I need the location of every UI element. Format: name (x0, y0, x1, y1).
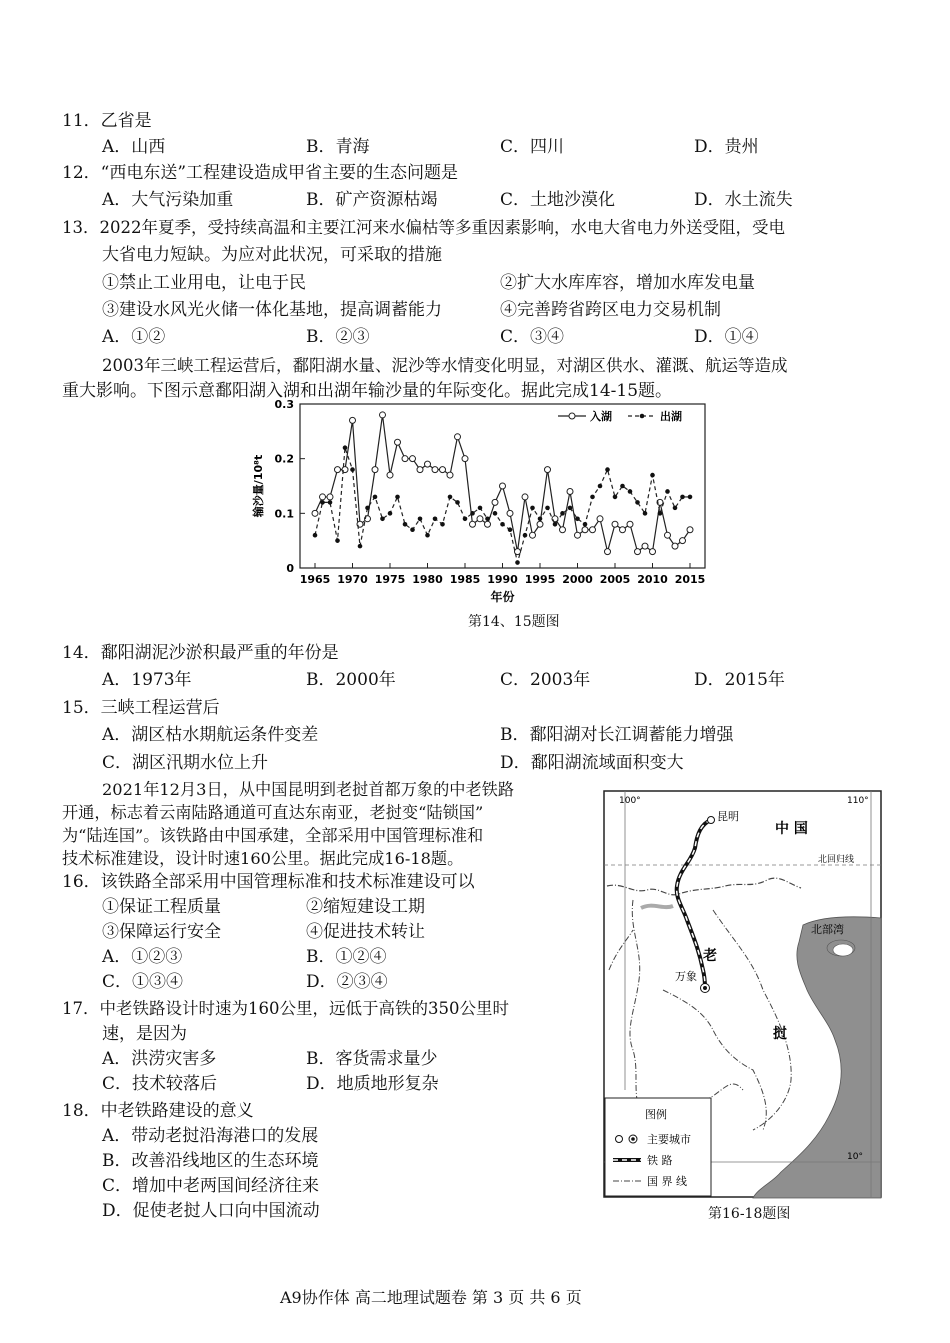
q12-option-b: B．矿产资源枯竭 (306, 190, 438, 210)
outflow-point (620, 484, 625, 489)
outflow-point (530, 506, 535, 511)
outflow-point (320, 500, 325, 505)
q18-option-a: A．带动老挝沿海港口的发展 (102, 1126, 319, 1146)
inflow-point (447, 472, 453, 478)
q13-stem-line2: 大省电力短缺。为应对此状况，可采取的措施 (102, 245, 442, 265)
x-tick-label: 2000 (562, 573, 593, 586)
legend-title: 图例 (645, 1108, 667, 1121)
passage1-line1: 2003年三峡工程运营后，鄱阳湖水量、泥沙等水情变化明显，对湖区供水、灌溉、航运等造成 (102, 356, 788, 375)
outflow-point (583, 522, 588, 527)
legend-inflow-marker (569, 413, 575, 419)
inflow-point (335, 467, 341, 473)
passage2-line1: 2021年12月3日，从中国昆明到老挝首都万象的中老铁路 (102, 780, 515, 799)
page-footer: A9协作体 高二地理试题卷 第 3 页 共 6 页 (280, 1288, 582, 1307)
inflow-point (425, 461, 431, 467)
lon-100-label: 100° (619, 796, 641, 806)
q14-option-b: B．2000年 (306, 670, 396, 690)
q14-option-c: C．2003年 (500, 670, 591, 690)
y-tick-label: 0.2 (274, 452, 294, 466)
q12-stem: 12．“西电东送”工程建设造成甲省主要的生态问题是 (62, 163, 459, 183)
inflow-point (545, 467, 551, 473)
q16-item-3: ③保障运行安全 (102, 922, 221, 942)
outflow-point (523, 533, 528, 538)
x-axis-label: 年份 (490, 590, 515, 604)
q16-item-4: ④促进技术转让 (306, 922, 425, 942)
outflow-point (500, 522, 505, 527)
q13-item-2: ②扩大水库库容，增加水库发电量 (500, 273, 755, 293)
q14-option-a: A．1973年 (102, 670, 192, 690)
inflow-point (395, 439, 401, 445)
outflow-point (590, 495, 595, 500)
legend-outflow-marker (640, 414, 645, 419)
y-tick-label: 0 (286, 562, 294, 575)
outflow-point (493, 511, 498, 516)
outflow-point (568, 506, 573, 511)
legend-rail-label: 铁 路 (647, 1154, 673, 1167)
inflow-point (350, 417, 356, 423)
inflow-point (590, 527, 596, 533)
inflow-point (410, 456, 416, 462)
inflow-point (320, 494, 326, 500)
q18-stem: 18．中老铁路建设的意义 (62, 1101, 254, 1121)
q12-option-d: D．水土流失 (694, 190, 793, 210)
inflow-point (312, 510, 318, 516)
inflow-point (485, 521, 491, 527)
outflow-point (463, 517, 468, 522)
inflow-point (402, 456, 408, 462)
inflow-point (507, 510, 513, 516)
lat-10-label: 10° (847, 1152, 863, 1162)
q11-option-d: D．贵州 (694, 137, 759, 157)
q11-stem: 11．乙省是 (62, 111, 152, 131)
passage1-line2: 重大影响。下图示意鄱阳湖入湖和出湖年输沙量的年际变化。据此完成14-15题。 (62, 381, 673, 401)
q13-item-3: ③建设水风光火储一体化基地，提高调蓄能力 (102, 300, 442, 320)
outflow-point (365, 506, 370, 511)
lon-110-label: 110° (847, 796, 869, 806)
y-tick-label: 0.1 (274, 507, 294, 521)
passage2-line2: 开通，标志着云南陆路通道可直达东南亚，老挝变“陆锁国” (62, 803, 484, 822)
inflow-point (687, 527, 693, 533)
outflow-point (388, 511, 393, 516)
outflow-point (508, 527, 513, 532)
q16-item-1: ①保证工程质量 (102, 897, 221, 917)
inflow-point (372, 467, 378, 473)
passage2-line3: 为“陆连国”。该铁路由中国承建，全部采用中国管理标准和 (62, 826, 484, 845)
outflow-point (688, 495, 693, 500)
q18-option-b: B．改善沿线地区的生态环境 (102, 1151, 319, 1171)
outflow-point (410, 527, 415, 532)
outflow-point (545, 506, 550, 511)
island-shape (833, 944, 853, 956)
x-tick-label: 1985 (449, 573, 481, 586)
outflow-point (380, 517, 385, 522)
inflow-point (462, 456, 468, 462)
inflow-point (432, 467, 438, 473)
inflow-point (575, 532, 581, 538)
q11-option-c: C．四川 (500, 137, 565, 157)
inflow-point (440, 467, 446, 473)
tropic-label: 北回归线 (818, 855, 855, 865)
outflow-point (313, 533, 318, 538)
x-tick-label: 1990 (487, 573, 518, 586)
inflow-point (470, 521, 476, 527)
q16-item-2: ②缩短建设工期 (306, 897, 425, 917)
outflow-point (350, 467, 355, 472)
q18-option-c: C．增加中老两国间经济往来 (102, 1176, 320, 1196)
kunming-city-marker (708, 817, 715, 824)
outflow-point (575, 517, 580, 522)
y-tick-label: 0.3 (274, 398, 294, 411)
inflow-point (650, 549, 656, 555)
outflow-point (680, 495, 685, 500)
inflow-point (455, 434, 461, 440)
q13-option-b: B．②③ (306, 327, 370, 347)
q12-option-c: C．土地沙漠化 (500, 190, 616, 210)
outflow-point (605, 467, 610, 472)
q16-option-b: B．①②④ (306, 947, 387, 967)
q17-option-a: A．洪涝灾害多 (102, 1049, 217, 1069)
q13-option-d: D．①④ (694, 327, 759, 347)
outflow-point (598, 484, 603, 489)
outflow-point (358, 544, 363, 549)
q11-option-a: A．山西 (102, 137, 166, 157)
inflow-point (417, 467, 423, 473)
q17-option-c: C．技术较落后 (102, 1074, 218, 1094)
q13-item-1: ①禁止工业用电，让电于民 (102, 273, 306, 293)
inflow-point (327, 494, 333, 500)
y-axis-label: 输沙量/10⁸t (252, 454, 265, 518)
vientiane-capital-dot (703, 986, 707, 990)
outflow-point (643, 511, 648, 516)
q14-option-d: D．2015年 (694, 670, 785, 690)
inflow-point (530, 532, 536, 538)
outflow-point (658, 511, 663, 516)
outflow-point (635, 500, 640, 505)
q17-stem-line1: 17．中老铁路设计时速为160公里，远低于高铁的350公里时 (62, 999, 509, 1018)
inflow-point (635, 549, 641, 555)
inflow-point (672, 543, 678, 549)
q13-item-4: ④完善跨省跨区电力交易机制 (500, 300, 721, 320)
outflow-point (470, 511, 475, 516)
inflow-point (642, 543, 648, 549)
inflow-point (605, 549, 611, 555)
legend-city-icon (616, 1136, 623, 1143)
outflow-point (485, 517, 490, 522)
q15-option-a: A．湖区枯水期航运条件变差 (102, 725, 319, 745)
outflow-point (395, 495, 400, 500)
outflow-point (418, 517, 423, 522)
x-tick-label: 1965 (299, 573, 331, 586)
inflow-point (537, 521, 543, 527)
legend-outflow-label: 出湖 (660, 410, 682, 423)
inflow-point (597, 516, 603, 522)
q13-option-c: C．③④ (500, 327, 565, 347)
x-tick-label: 1970 (337, 573, 368, 586)
x-tick-label: 2010 (637, 573, 668, 586)
x-tick-label: 2015 (674, 573, 706, 586)
q17-option-b: B．客货需求量少 (306, 1049, 438, 1069)
lao-label-2: 挝 (773, 1026, 787, 1042)
outflow-point (538, 517, 543, 522)
inflow-point (560, 527, 566, 533)
outflow-point (665, 489, 670, 494)
q14-stem: 14．鄱阳湖泥沙淤积最严重的年份是 (62, 643, 339, 663)
q16-option-a: A．①②③ (102, 947, 183, 967)
outflow-point (335, 538, 340, 543)
outflow-point (560, 511, 565, 516)
inflow-point (680, 538, 686, 544)
q16-option-c: C．①③④ (102, 972, 184, 992)
inflow-point (627, 521, 633, 527)
outflow-point (343, 445, 348, 450)
outflow-point (628, 489, 633, 494)
q16-option-d: D．②③④ (306, 972, 388, 992)
q15-option-b: B．鄱阳湖对长江调蓄能力增强 (500, 725, 734, 745)
lao-label-1: 老 (703, 948, 717, 964)
q15-option-d: D．鄱阳湖流域面积变大 (500, 753, 684, 773)
q12-option-a: A．大气污染加重 (102, 190, 234, 210)
inflow-point (567, 488, 573, 494)
outflow-point (433, 517, 438, 522)
inflow-point (620, 527, 626, 533)
q11-option-b: B．青海 (306, 137, 370, 157)
q16-stem: 16．该铁路全部采用中国管理标准和技术标准建设可以 (62, 872, 475, 892)
china-label: 中 国 (775, 821, 808, 837)
q13-stem-line1: 13．2022年夏季，受持续高温和主要江河来水偏枯等多重因素影响，水电大省电力外送受阻，受电 (62, 218, 785, 237)
fig2-caption: 第16-18题图 (708, 1206, 791, 1222)
kunming-label: 昆明 (717, 810, 739, 823)
inflow-point (477, 516, 483, 522)
outflow-point (553, 522, 558, 527)
inflow-point (380, 412, 386, 418)
vientiane-label: 万象 (675, 970, 697, 983)
inflow-point (492, 499, 498, 505)
outflow-point (373, 495, 378, 500)
q15-stem: 15．三峡工程运营后 (62, 698, 220, 718)
outflow-point (440, 522, 445, 527)
outflow-point (613, 495, 618, 500)
china-border-shadow (641, 906, 673, 908)
x-tick-label: 1995 (524, 573, 556, 586)
series-outflow-line (315, 448, 690, 563)
inflow-point (612, 521, 618, 527)
x-tick-label: 1980 (412, 573, 443, 586)
x-tick-label: 1975 (374, 573, 406, 586)
outflow-point (515, 560, 520, 565)
q17-option-d: D．地质地形复杂 (306, 1074, 439, 1094)
outflow-point (650, 473, 655, 478)
outflow-point (403, 522, 408, 527)
x-tick-label: 2005 (599, 573, 631, 586)
q13-option-a: A．①② (102, 327, 166, 347)
outflow-point (448, 495, 453, 500)
inflow-point (500, 483, 506, 489)
legend-inflow-label: 入湖 (590, 410, 612, 423)
china-laos-railway-map (603, 790, 883, 1200)
q18-option-d: D．促使老挝人口向中国流动 (102, 1201, 320, 1221)
gulf-label: 北部湾 (811, 923, 844, 936)
passage2-line4: 技术标准建设，设计时速160公里。据此完成16-18题。 (62, 849, 464, 868)
outflow-point (328, 500, 333, 505)
fig1-caption: 第14、15题图 (468, 614, 560, 630)
sediment-line-chart (240, 396, 720, 608)
legend-border-label: 国 界 线 (647, 1175, 687, 1188)
outflow-point (455, 500, 460, 505)
outflow-point (478, 506, 483, 511)
q17-stem-line2: 速，是因为 (102, 1024, 187, 1044)
outflow-point (673, 506, 678, 511)
inflow-point (665, 532, 671, 538)
inflow-point (522, 494, 528, 500)
legend-city-label: 主要城市 (647, 1133, 691, 1146)
inflow-point (582, 527, 588, 533)
outflow-point (425, 533, 430, 538)
inflow-point (387, 472, 393, 478)
q15-option-c: C．湖区汛期水位上升 (102, 753, 269, 773)
